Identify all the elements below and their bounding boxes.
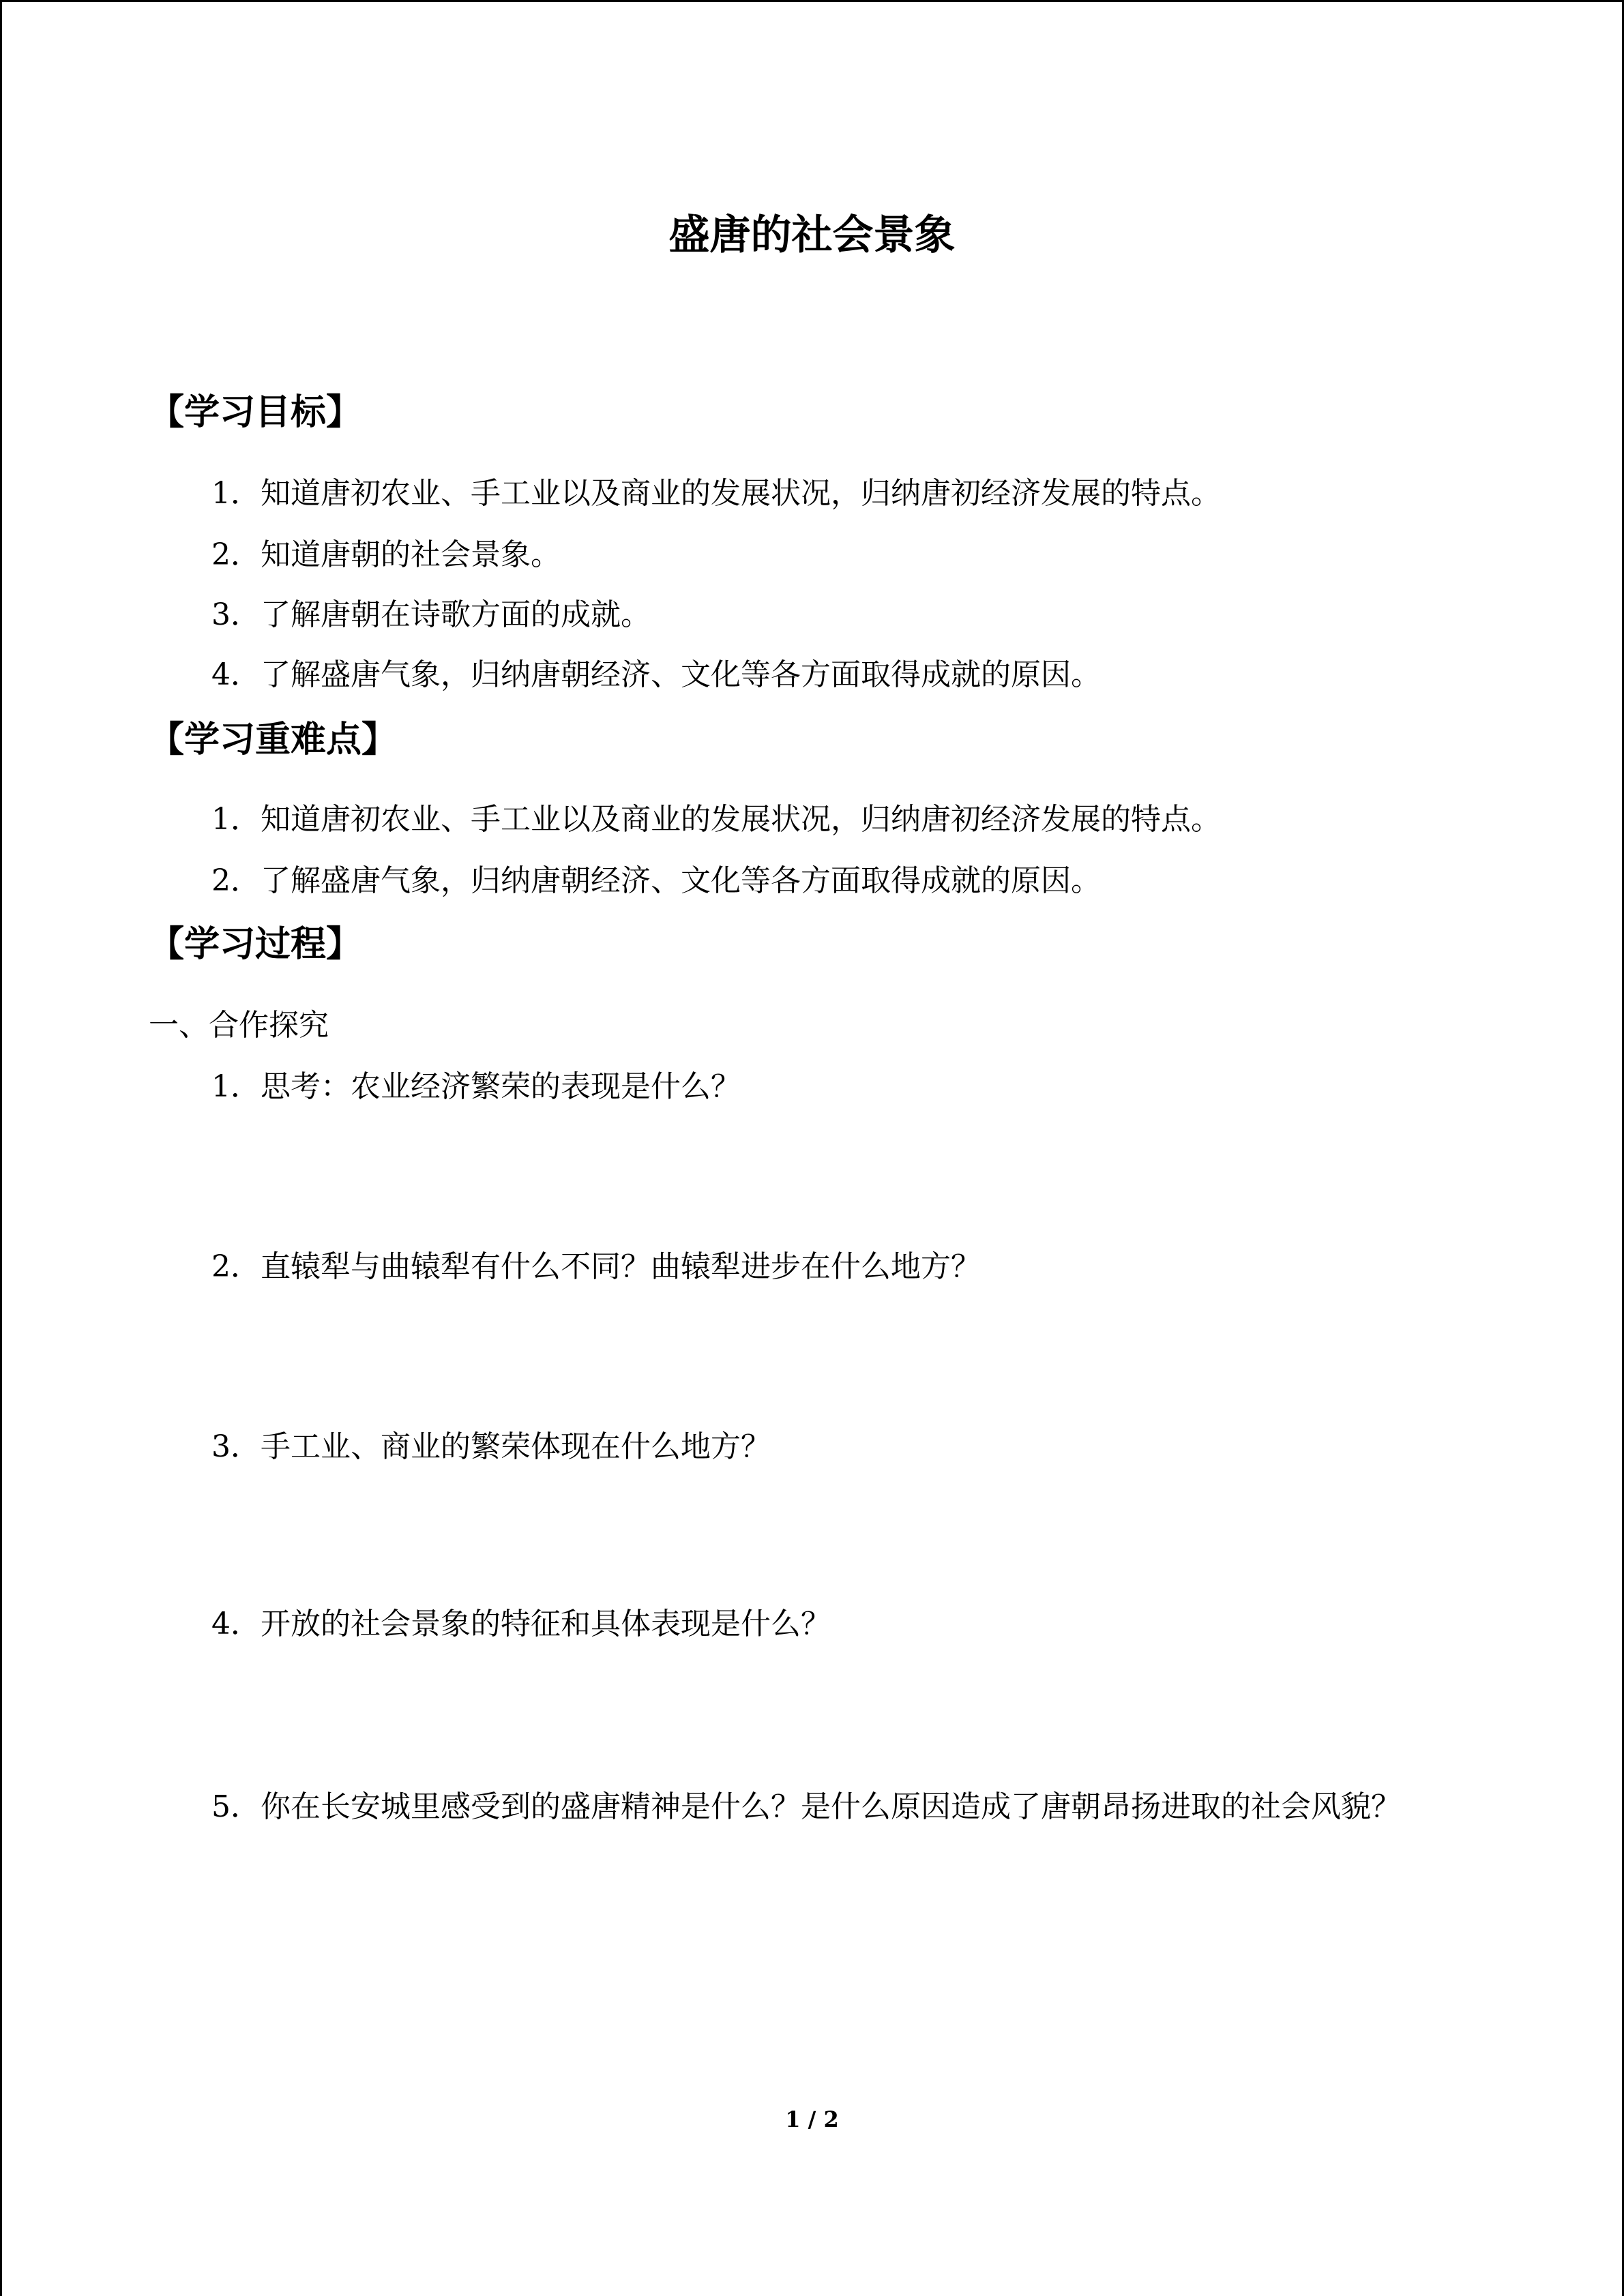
page-border-left	[0, 0, 2, 2296]
question-item: 5．你在长安城里感受到的盛唐精神是什么？是什么原因造成了唐朝昂扬进取的社会风貌？	[211, 1789, 1401, 1824]
section-heading-objectives: 【学习目标】	[149, 392, 362, 433]
key-point-item: 1．知道唐初农业、手工业以及商业的发展状况，归纳唐初经济发展的特点。	[211, 802, 1221, 837]
page-number: 1 / 2	[785, 2106, 839, 2132]
page-border-top	[0, 0, 1624, 2]
objective-item: 2．知道唐朝的社会景象。	[211, 537, 561, 572]
objective-item: 3．了解唐朝在诗歌方面的成就。	[211, 597, 651, 632]
document-title: 盛唐的社会景象	[668, 211, 956, 259]
section-heading-process: 【学习过程】	[149, 924, 362, 965]
section-heading-key-points: 【学习重难点】	[149, 719, 398, 760]
question-item: 4．开放的社会景象的特征和具体表现是什么？	[211, 1607, 831, 1641]
objective-item: 1．知道唐初农业、手工业以及商业的发展状况，归纳唐初经济发展的特点。	[211, 476, 1221, 511]
question-item: 3．手工业、商业的繁荣体现在什么地方？	[211, 1429, 771, 1464]
question-item: 1．思考：农业经济繁荣的表现是什么？	[211, 1069, 741, 1104]
question-item: 2．直辕犁与曲辕犁有什么不同？曲辕犁进步在什么地方？	[211, 1249, 981, 1284]
key-point-item: 2．了解盛唐气象，归纳唐朝经济、文化等各方面取得成就的原因。	[211, 863, 1101, 898]
subsection-cooperative-inquiry: 一、合作探究	[149, 1008, 329, 1043]
objective-item: 4．了解盛唐气象，归纳唐朝经济、文化等各方面取得成就的原因。	[211, 657, 1101, 692]
